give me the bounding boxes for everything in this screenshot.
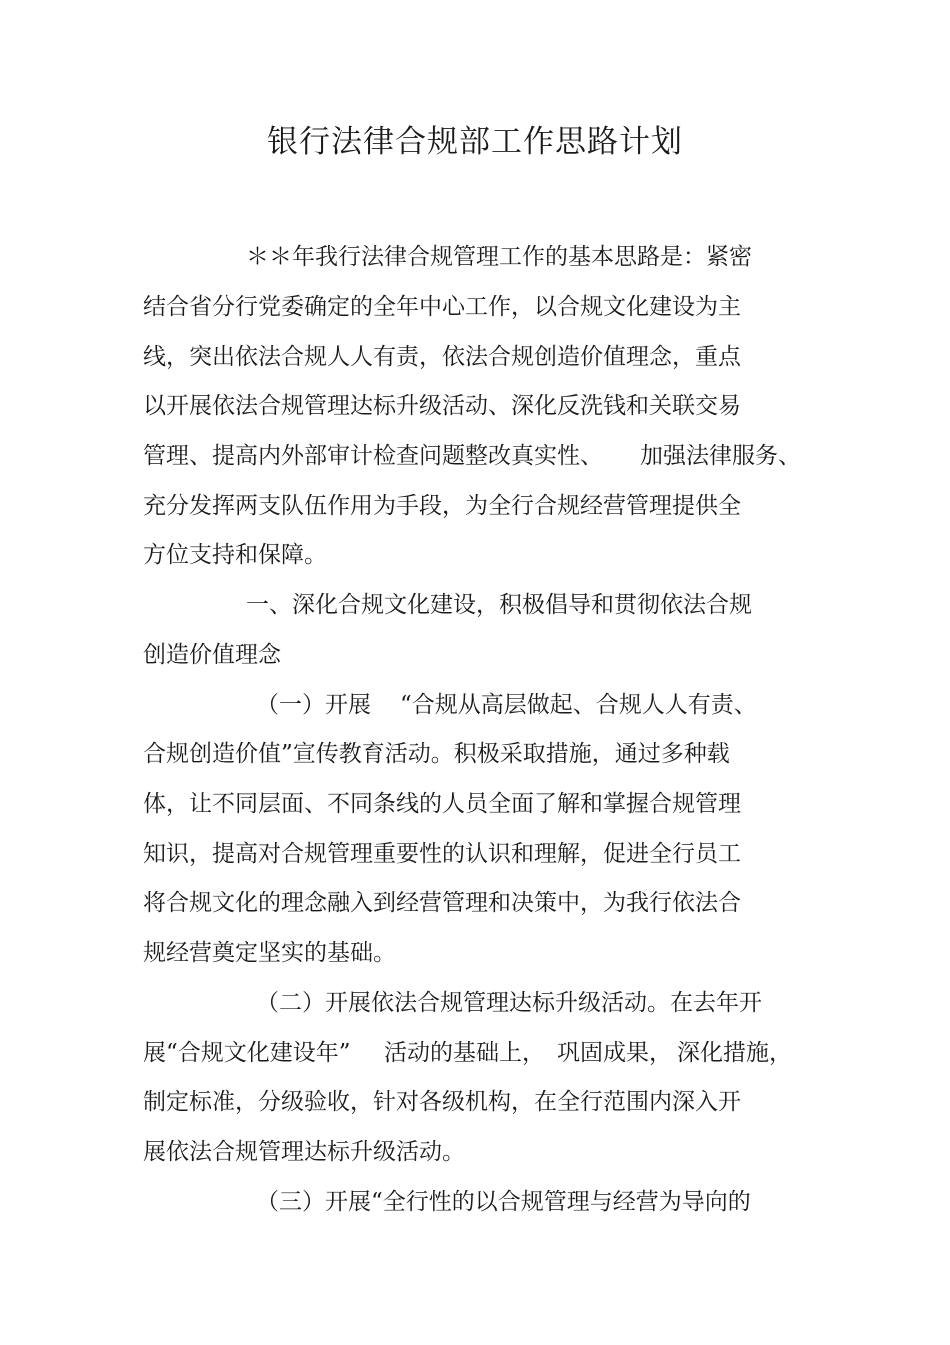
paragraph-line: 充分发挥两支队伍作用为手段，为全行合规经营管理提供全	[143, 493, 741, 519]
paragraph-line: 展“合规文化建设年”	[143, 1040, 351, 1066]
paragraph-line: 线，突出依法合规人人有责，依法合规创造价值理念，重点	[143, 344, 741, 370]
paragraph-line: 规经营奠定坚实的基础。	[143, 940, 396, 966]
paragraph-line: 方位支持和保障。	[143, 542, 327, 568]
subsection-heading: （二）开展依法合规管理达标升级活动。在去年开	[256, 990, 762, 1016]
paragraph-line: 体，让不同层面、不同条线的人员全面了解和掌握合规管理	[143, 791, 741, 817]
paragraph-line: 管理、提高内外部审计检查问题整改真实性、	[143, 443, 603, 469]
paragraph-line: 合规创造价值”宣传教育活动。积极采取措施，通过多种载	[143, 741, 730, 767]
paragraph-line: 深化措施，	[677, 1040, 792, 1066]
document-title: 银行法律合规部工作思路计划	[267, 124, 683, 160]
paragraph-line: 巩固成果，	[557, 1040, 672, 1066]
paragraph-line: 活动的基础上，	[384, 1040, 545, 1066]
paragraph-line: 将合规文化的理念融入到经营管理和决策中，为我行依法合	[143, 890, 741, 916]
paragraph-line: 加强法律服务、	[640, 443, 801, 469]
paragraph-line: 结合省分行党委确定的全年中心工作，以合规文化建设为主	[143, 294, 741, 320]
paragraph-line: “合规从高层做起、合规人人有责、	[400, 692, 757, 718]
section-heading-line: 一、深化合规文化建设，积极倡导和贯彻依法合规	[246, 592, 752, 618]
subsection-heading: （一）开展	[256, 692, 371, 718]
paragraph-line: 展依法合规管理达标升级活动。	[143, 1139, 465, 1165]
subsection-heading: （三）开展“全行性的以合规管理与经营为导向的	[256, 1189, 751, 1215]
paragraph-line: ＊＊年我行法律合规管理工作的基本思路是：紧密	[246, 244, 752, 270]
paragraph-line: 知识，提高对合规管理重要性的认识和理解，促进全行员工	[143, 841, 741, 867]
section-heading-line: 创造价值理念	[143, 642, 281, 668]
paragraph-line: 以开展依法合规管理达标升级活动、深化反洗钱和关联交易	[143, 393, 741, 419]
paragraph-line: 制定标准，分级验收，针对各级机构，在全行范围内深入开	[143, 1089, 741, 1115]
